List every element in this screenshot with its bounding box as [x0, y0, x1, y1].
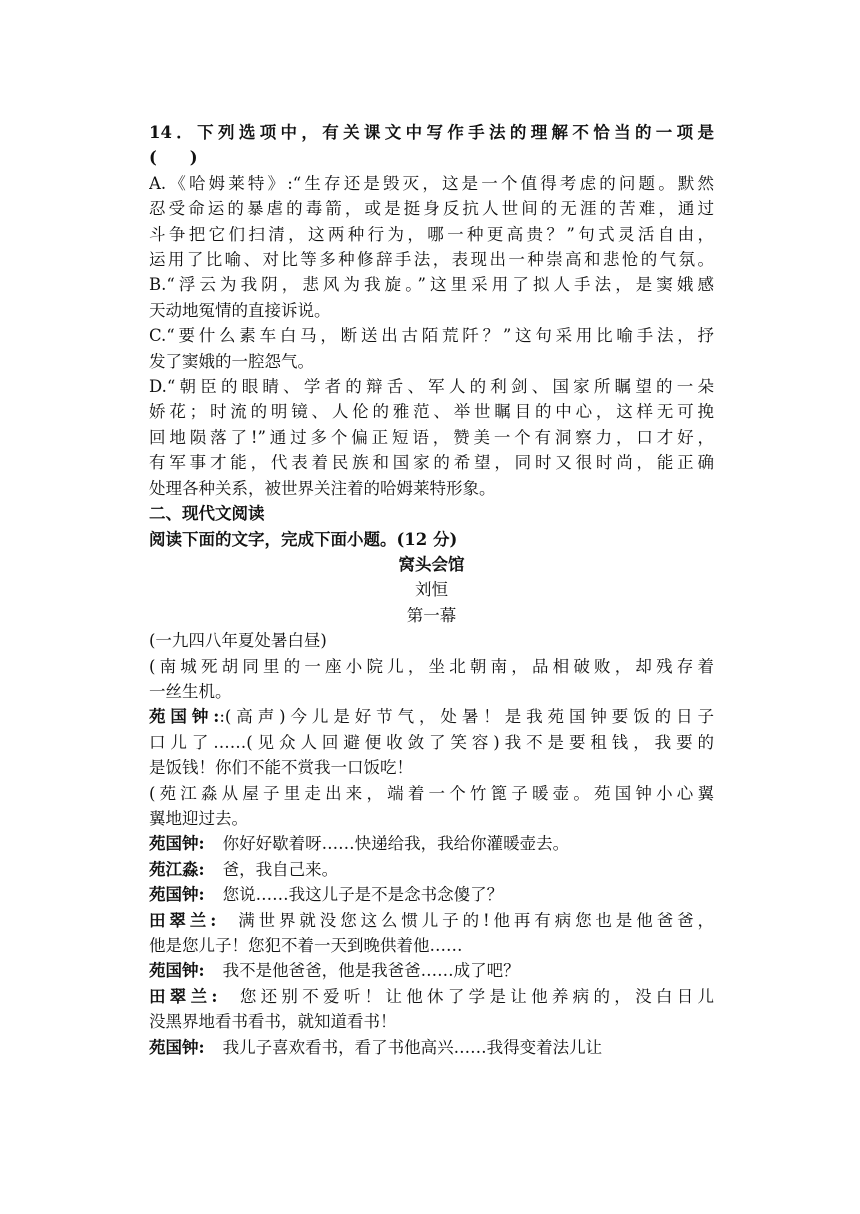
stage-direction-line: (苑江淼从屋子里走出来，端着一个竹篦子暖壶。苑国钟小心翼: [149, 783, 714, 803]
scene-note-line: (南城死胡同里的一座小院儿，坐北朝南，品相破败，却残存着: [149, 656, 714, 676]
option-c-line: 发了窦娥的一腔怨气。: [149, 351, 314, 371]
exchange-line: [149, 882, 714, 907]
section-instruction: 阅读下面的文字，完成下面小题。(12 分): [149, 529, 458, 549]
time-note: (一九四八年夏处暑白昼): [149, 631, 327, 651]
option-d: [149, 374, 714, 501]
option-d-line: 有军事才能，代表着民族和国家的希望，同时又很时尚，能正确: [149, 453, 714, 473]
speaker-name: 苑国钟:: [149, 707, 220, 727]
question-14: [149, 120, 714, 501]
exchange-line: [149, 831, 714, 856]
speech-text: :(高声)今儿是好节气，处暑！是我苑国钟要饭的日子: [219, 707, 714, 727]
speaker-name: 苑国钟:: [149, 1037, 205, 1057]
question-stem-line-2: ( ): [149, 148, 198, 168]
exchanges: [149, 831, 714, 1060]
speech-text: 我儿子喜欢看书，看了书他高兴……我得变着法儿让: [222, 1037, 603, 1057]
exchange-line: [149, 984, 714, 1009]
stage-direction-line: 翼地迎过去。: [149, 808, 248, 828]
stage-direction: [149, 781, 714, 832]
speaker-name: 苑国钟:: [149, 885, 205, 905]
option-a: [149, 171, 714, 273]
dialogue-line: [149, 704, 714, 729]
option-a-line: A.《哈姆莱特》:“生存还是毁灭，这是一个值得考虑的问题。默然: [149, 173, 714, 193]
option-d-line: 处理各种关系，被世界关注着的哈姆莱特形象。: [149, 478, 496, 498]
speaker-name: 田翠兰:: [149, 986, 218, 1006]
speaker-name: 田翠兰:: [149, 910, 217, 930]
speaker-name: 苑国钟:: [149, 961, 205, 981]
exchange-line: [149, 958, 714, 983]
speech-text: 你好好歇着呀……快递给我，我给你灌暖壶去。: [222, 834, 570, 854]
option-d-line: D.“朝臣的眼睛、学者的辩舌、军人的利剑、国家所瞩望的一朵: [149, 377, 714, 397]
dialogue-block: [149, 704, 714, 780]
speech-text: 爸，我自己来。: [222, 859, 339, 879]
option-b: [149, 272, 714, 323]
speech-text: 您说……我这儿子是不是念书念傻了？: [222, 885, 504, 905]
dialogue-line: 口儿了……(见众人回避便收敛了笑容)我不是要租钱，我要的: [149, 732, 714, 752]
option-c: [149, 323, 714, 374]
option-a-line: 运用了比喻、对比等多种修辞手法，表现出一种崇高和悲怆的气氛。: [149, 250, 714, 270]
speech-text: 您还别不爱听！让他休了学是让他养病的，没白日儿: [235, 986, 714, 1006]
speaker-name: 苑国钟:: [149, 834, 205, 854]
exchange-line: 他是您儿子！您犯不着一天到晚供着他……: [149, 936, 463, 955]
speech-text: 我不是他爸爸，他是我爸爸……成了吧？: [222, 961, 520, 981]
question-stem-line-1: 14．下列选项中，有关课文中写作手法的理解不恰当的一项是: [149, 123, 714, 142]
option-c-line: C.“要什么素车白马，断送出古陌荒阡？”这句采用比喻手法，抒: [149, 326, 714, 346]
option-d-line: 回地陨落了!”通过多个偏正短语，赞美一个有洞察力，口才好，: [149, 427, 714, 447]
play-title: 窝头会馆: [398, 554, 465, 574]
option-a-line: 斗争把它们扫清，这两种行为，哪一种更高贵？”句式灵活自由，: [149, 224, 714, 244]
dialogue-line: 是饭钱！你们不能不赏我一口饭吃！: [149, 758, 413, 778]
scene-note: [149, 654, 714, 705]
option-d-line: 娇花；时流的明镜、人伦的雅范、举世瞩目的中心，这样无可挽: [149, 402, 714, 422]
play-author: 刘恒: [415, 580, 448, 600]
exchange-line: [149, 908, 714, 933]
speech-text: 满世界就没您这么惯儿子的!他再有病您也是他爸爸，: [234, 910, 714, 930]
play-act: 第一幕: [406, 605, 457, 625]
option-b-line: 天动地冤情的直接诉说。: [149, 300, 331, 320]
exchange-line: 没黑界地看书看书，就知道看书！: [149, 1012, 397, 1032]
exchange-line: [149, 857, 714, 882]
scene-note-line: 一丝生机。: [149, 681, 232, 701]
speaker-name: 苑江淼:: [149, 859, 205, 879]
exchange-line: [149, 1035, 714, 1060]
document-page: [149, 120, 714, 1060]
section-heading: 二、现代文阅读: [149, 504, 265, 524]
option-b-line: B.“浮云为我阴，悲风为我旋。”这里采用了拟人手法，是窦娥感: [149, 275, 714, 295]
option-a-line: 忍受命运的暴虐的毒箭，或是挺身反抗人世间的无涯的苦难，通过: [149, 199, 714, 219]
